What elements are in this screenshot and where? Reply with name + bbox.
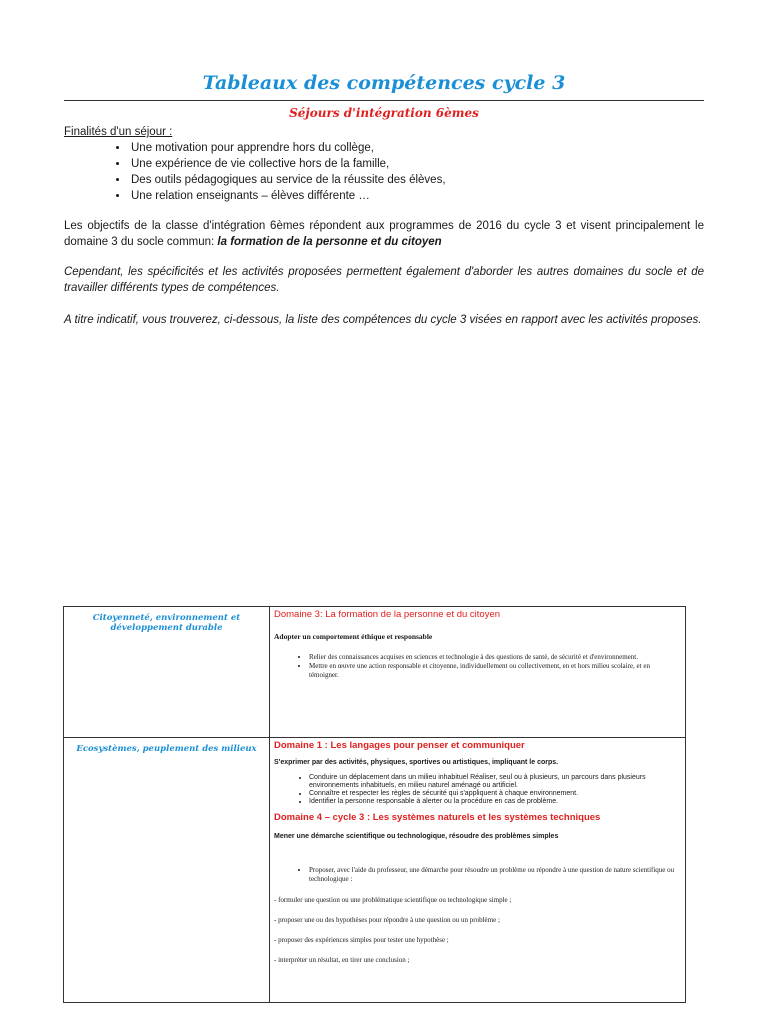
table-row	[64, 738, 686, 1003]
list-item: • Une motivation pour apprendre hors du collège,	[129, 140, 704, 156]
domain-heading: Domaine 4 – cycle 3 : Les systèmes naturels et les systèmes techniques	[274, 812, 601, 823]
competence-list	[274, 653, 681, 680]
objectives-emphasis: la formation de la personne et du citoyen	[217, 236, 442, 248]
competence-list	[274, 866, 681, 884]
content-cell	[270, 607, 686, 738]
finalites-list	[64, 140, 704, 204]
domain-heading: Domaine 3: La formation de la personne et du citoyen	[274, 609, 501, 620]
document-title: Tableaux des compétences cycle 3	[202, 72, 566, 94]
theme-label: Ecosystèmes, peuplement des milieux	[76, 744, 257, 754]
objectives-text: Les objectifs de la classe d'intégration 6èmes répondent aux programmes de 2016 du cycle 3 et visent principalement le domaine 3 du socle commun:	[64, 220, 704, 248]
list-item: • Mettre en œuvre une action responsable et citoyenne, individuellement ou collectivement, en et hors milieu scolaire, et en témoigner.	[309, 662, 681, 680]
list-item: • Connaître et respecter les règles de sécurité qui s'appliquent à chaque environnement.	[309, 790, 681, 798]
list-item: • Identifier la personne responsable à alerter ou la procédure en cas de problème.	[309, 798, 681, 806]
dash-item: - interpréter un résultat, en tirer une conclusion ;	[274, 956, 410, 964]
competence-heading: Adopter un comportement éthique et responsable	[274, 632, 433, 641]
list-item: • Proposer, avec l'aide du professeur, une démarche pour résoudre un problème ou répondre à une question de nature scientifique ou technologique :	[309, 866, 681, 884]
theme-cell	[64, 738, 270, 1003]
dash-item: - proposer une ou des hypothèses pour répondre à une question ou un problème ;	[274, 916, 500, 924]
competence-heading: S'exprimer par des activités, physiques, sportives ou artistiques, impliquant le corps.	[274, 759, 559, 766]
list-item: • Une relation enseignants – élèves différente …	[129, 188, 704, 204]
competences-table	[63, 606, 686, 1003]
list-item: • Conduire un déplacement dans un milieu inhabituel Réaliser, seul ou à plusieurs, un parcours dans plusieurs environnements inhabituels, en milieu naturel aménagé ou artificiel.	[309, 774, 681, 790]
finalites-section	[64, 124, 704, 204]
document-subtitle: Séjours d'intégration 6èmes	[289, 106, 479, 120]
list-item: • Relier des connaissances acquises en sciences et technologie à des questions de santé, de sécurité et d'environnement.	[309, 653, 681, 662]
title-divider	[64, 100, 704, 101]
domain-heading: Domaine 1 : Les langages pour penser et communiquer	[274, 740, 525, 751]
finalites-label: Finalités d'un séjour :	[64, 126, 173, 138]
competence-list	[274, 774, 681, 806]
theme-cell	[64, 607, 270, 738]
content-cell	[270, 738, 686, 1003]
indicative-paragraph: A titre indicatif, vous trouverez, ci-dessous, la liste des compétences du cycle 3 visées en rapport avec les activités proposes.	[64, 314, 702, 326]
objectives-paragraph	[64, 218, 704, 250]
competence-heading: Mener une démarche scientifique ou technologique, résoudre des problèmes simples	[274, 833, 559, 840]
theme-label: Citoyenneté, environnement et développement durable	[92, 613, 241, 633]
list-item: • Une expérience de vie collective hors de la famille,	[129, 156, 704, 172]
specificities-paragraph: Cependant, les spécificités et les activités proposées permettent également d'aborder les autres domaines du socle et de travailler différents types de compétences.	[64, 266, 704, 294]
dash-item: - formuler une question ou une problématique scientifique ou technologique simple ;	[274, 896, 512, 904]
table-row	[64, 607, 686, 738]
dash-item: - proposer des expériences simples pour tester une hypothèse ;	[274, 936, 449, 944]
list-item: • Des outils pédagogiques au service de la réussite des élèves,	[129, 172, 704, 188]
